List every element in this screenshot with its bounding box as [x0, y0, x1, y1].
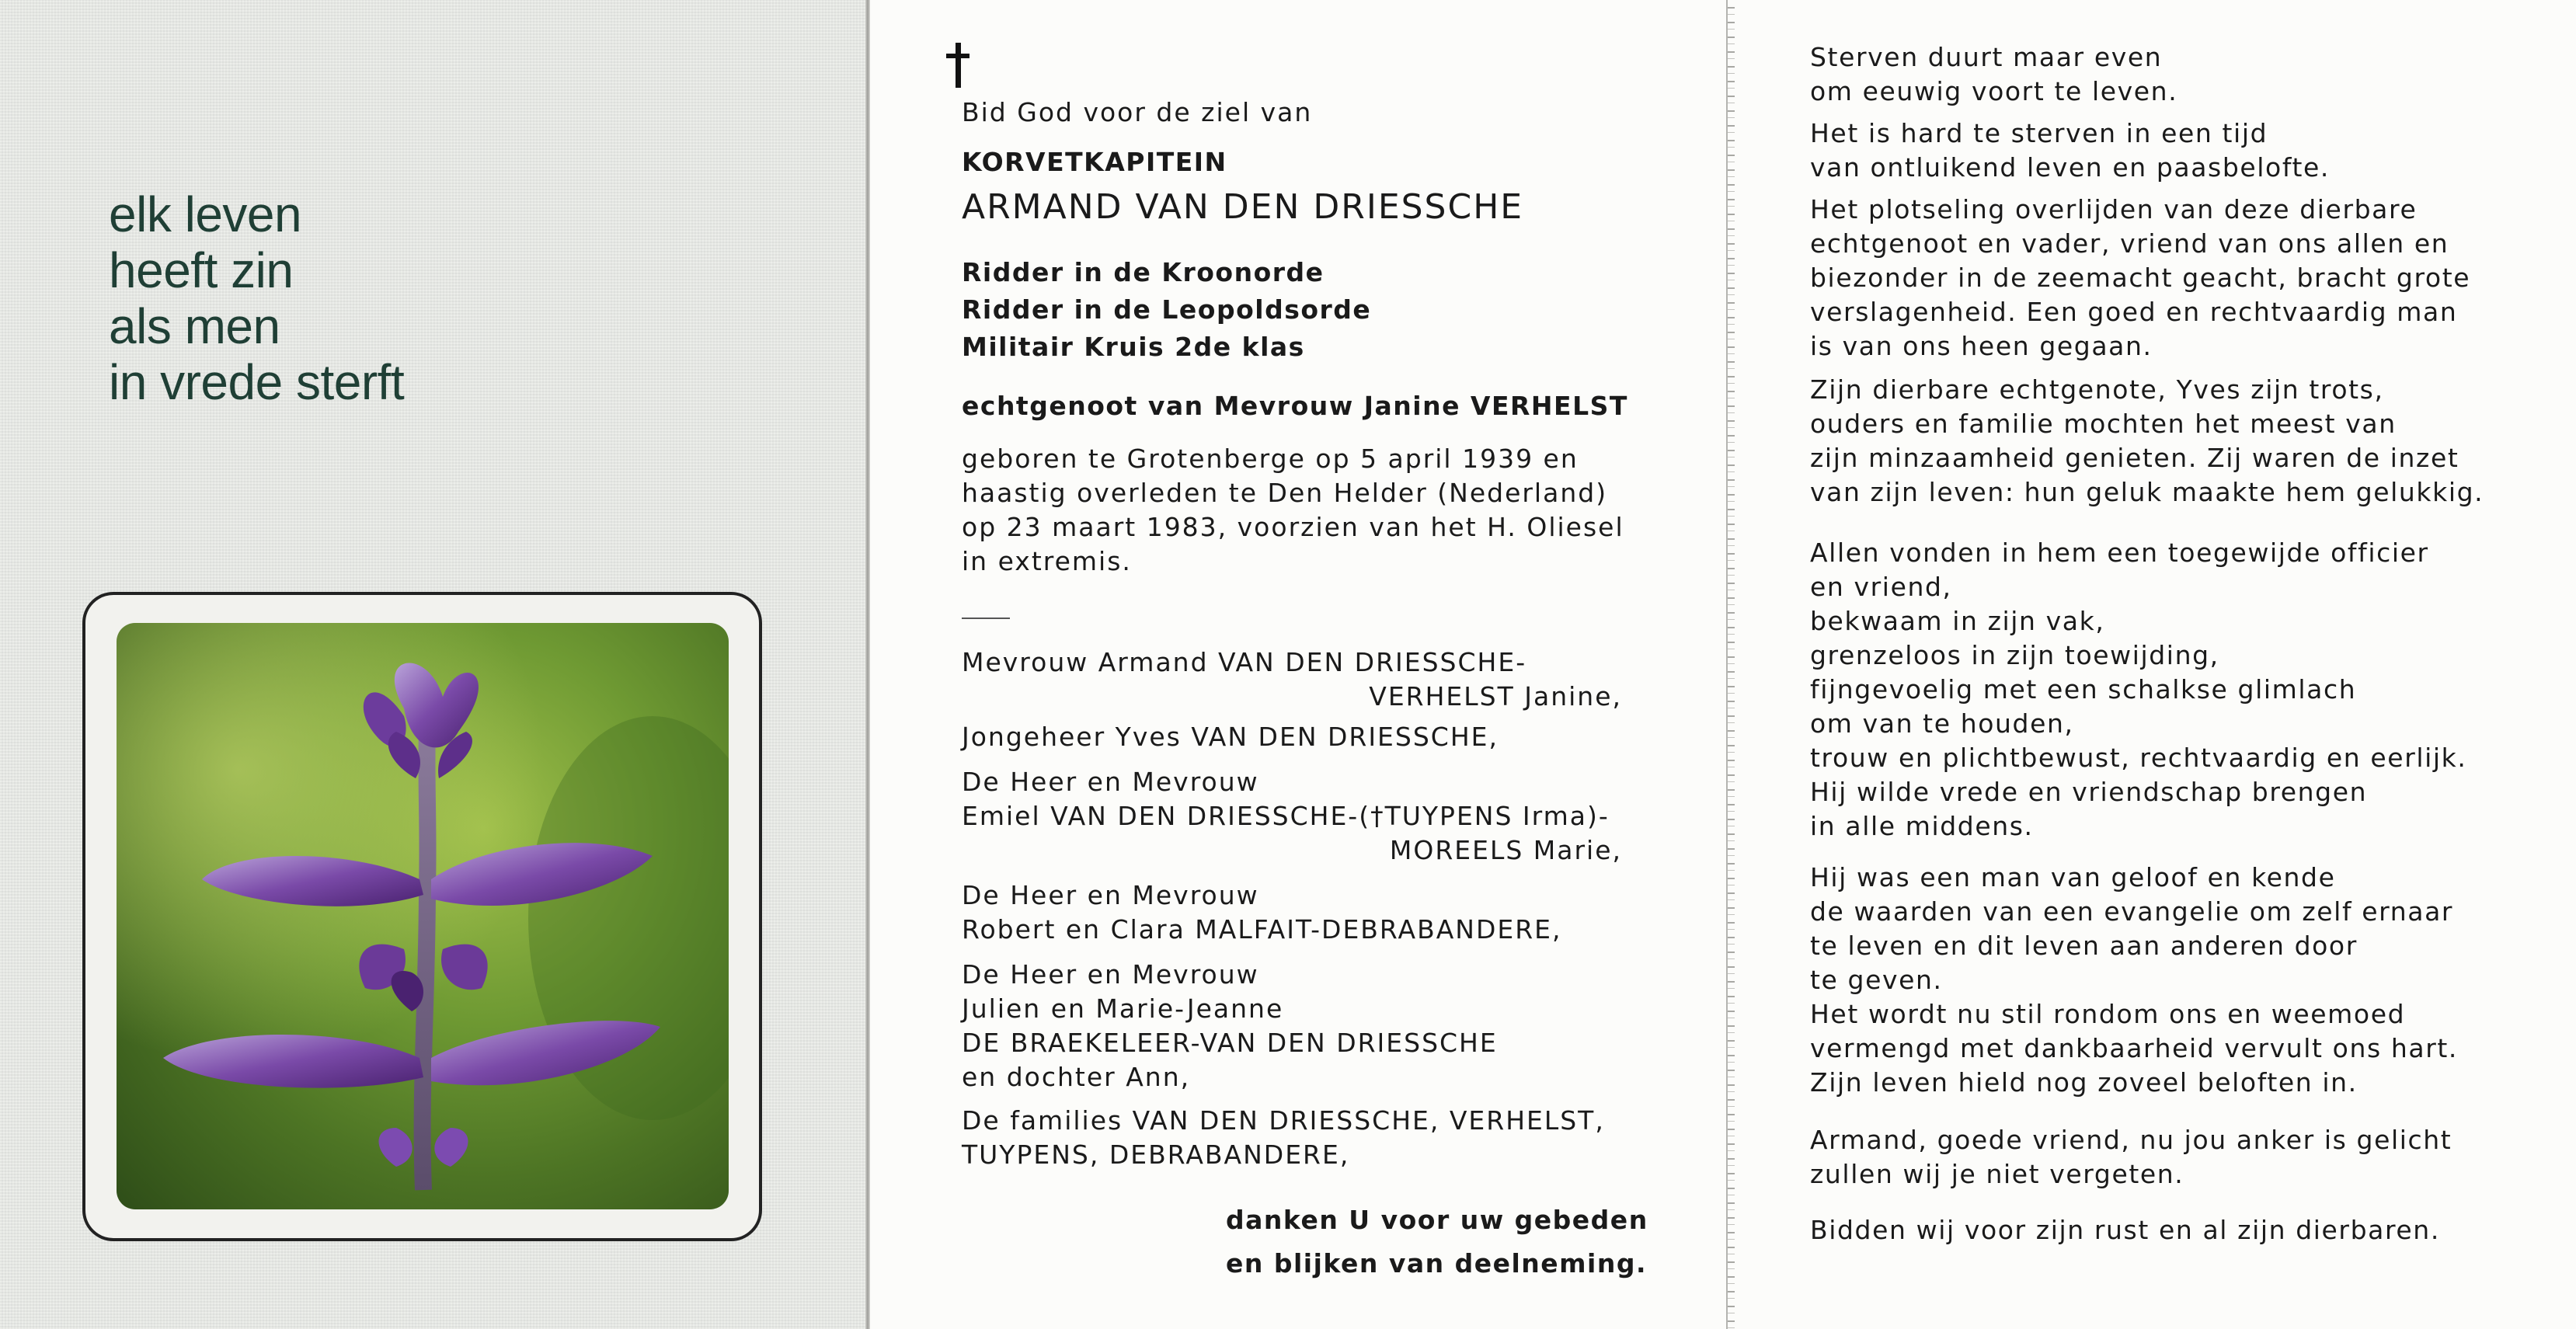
text-line: zullen wij je niet vergeten.	[1810, 1159, 2184, 1189]
text-line: Hij was een man van geloof en kende	[1810, 862, 2336, 892]
text-line: Zijn dierbare echtgenote, Yves zijn trots,	[1810, 374, 2384, 405]
text-line: zijn minzaamheid genieten. Zij waren de inzet	[1810, 443, 2459, 473]
family-line: Emiel VAN DEN DRIESSCHE-(†TUYPENS Irma)-	[962, 801, 1610, 831]
family-line: De Heer en Mevrouw	[962, 880, 1259, 910]
family-line: Robert en Clara MALFAIT-DEBRABANDERE,	[962, 914, 1562, 945]
text-line: grenzeloos in zijn toewijding,	[1810, 640, 2219, 670]
text-line: te leven en dit leven aan anderen door	[1810, 931, 2358, 961]
biography-line: op 23 maart 1983, voorzien van het H. Oliesel	[962, 512, 1624, 542]
family-line: Julien en Marie-Jeanne	[962, 993, 1284, 1024]
text-line: om eeuwig voort te leven.	[1810, 76, 2178, 106]
separator-line	[962, 618, 1010, 619]
text-line: en vriend,	[1810, 572, 1952, 602]
text-line: in alle middens.	[1810, 811, 2034, 841]
family-line-right: MOREELS Marie,	[1389, 835, 1622, 865]
biography-line: haastig overleden te Den Helder (Nederland)	[962, 478, 1608, 508]
text-line: Hij wilde vrede en vriendschap brengen	[1810, 777, 2368, 807]
text-line: Zijn leven hield nog zoveel beloften in.	[1810, 1067, 2358, 1098]
poem-line: als men	[109, 298, 280, 354]
purple-flower-illustration	[117, 623, 729, 1209]
poem-line: heeft zin	[109, 242, 294, 298]
text-line: echtgenoot en vader, vriend van ons allen en	[1810, 228, 2449, 259]
prayer-line: Bid God voor de ziel van	[962, 97, 1313, 127]
honor-line: Ridder in de Kroonorde	[962, 257, 1325, 287]
family-line: Jongeheer Yves VAN DEN DRIESSCHE,	[962, 722, 1499, 752]
text-line: Bidden wij voor zijn rust en al zijn dierbaren.	[1810, 1215, 2440, 1245]
thanks-line: danken U voor uw gebeden	[1226, 1205, 1648, 1235]
text-line: Armand, goede vriend, nu jou anker is gelicht	[1810, 1125, 2452, 1155]
thanks-line: en blijken van deelneming.	[1226, 1248, 1648, 1279]
family-line-right: VERHELST Janine,	[1369, 681, 1622, 711]
card-front-panel	[0, 0, 870, 1329]
family-line: TUYPENS, DEBRABANDERE,	[962, 1139, 1350, 1170]
text-line: Het wordt nu stil rondom ons en weemoed	[1810, 999, 2406, 1029]
rank-line: KORVETKAPITEIN	[962, 147, 1227, 177]
text-line: Het plotseling overlijden van deze dierbare	[1810, 194, 2418, 224]
family-line: De families VAN DEN DRIESSCHE, VERHELST,	[962, 1105, 1605, 1136]
text-line: van ontluikend leven en paasbelofte.	[1810, 152, 2331, 183]
photo-frame	[82, 592, 762, 1241]
poem-line: in vrede sterft	[109, 354, 405, 410]
family-line: De Heer en Mevrouw	[962, 767, 1259, 797]
text-line: biezonder in de zeemacht geacht, bracht grote	[1810, 263, 2471, 293]
text-line: bekwaam in zijn vak,	[1810, 606, 2105, 636]
family-line: Mevrouw Armand VAN DEN DRIESSCHE-	[962, 647, 1527, 677]
text-line: Sterven duurt maar even	[1810, 42, 2163, 72]
poem-line: elk leven	[109, 186, 302, 242]
cross-icon	[946, 43, 969, 89]
text-line: is van ons heen gegaan.	[1810, 331, 2153, 361]
text-line: te geven.	[1810, 965, 1943, 995]
biography-line: in extremis.	[962, 546, 1132, 576]
text-line: Het is hard te sterven in een tijd	[1810, 118, 2268, 148]
family-line: DE BRAEKELEER-VAN DEN DRIESSCHE	[962, 1028, 1498, 1058]
text-line: van zijn leven: hun geluk maakte hem gelukkig.	[1810, 477, 2484, 507]
text-line: de waarden van een evangelie om zelf ernaar	[1810, 896, 2454, 927]
text-line: ouders en familie mochten het meest van	[1810, 409, 2397, 439]
family-line: en dochter Ann,	[962, 1062, 1191, 1092]
honor-line: Ridder in de Leopoldsorde	[962, 294, 1372, 325]
flower-photo	[117, 623, 729, 1209]
deceased-name: ARMAND VAN DEN DRIESSCHE	[962, 187, 1524, 227]
text-line: vermengd met dankbaarheid vervult ons hart.	[1810, 1033, 2459, 1063]
spouse-line: echtgenoot van Mevrouw Janine VERHELST	[962, 391, 1628, 421]
front-poem	[109, 186, 404, 410]
honor-line: Militair Kruis 2de klas	[962, 332, 1305, 362]
text-line: verslagenheid. Een goed en rechtvaardig man	[1810, 297, 2458, 327]
family-line: De Heer en Mevrouw	[962, 959, 1259, 990]
text-line: trouw en plichtbewust, rechtvaardig en eerlijk.	[1810, 743, 2467, 773]
text-line: om van te houden,	[1810, 708, 2074, 739]
biography-line: geboren te Grotenberge op 5 april 1939 en	[962, 444, 1579, 474]
text-line: Allen vonden in hem een toegewijde officier	[1810, 538, 2429, 568]
text-line: fijngevoelig met een schalkse glimlach	[1810, 674, 2357, 705]
